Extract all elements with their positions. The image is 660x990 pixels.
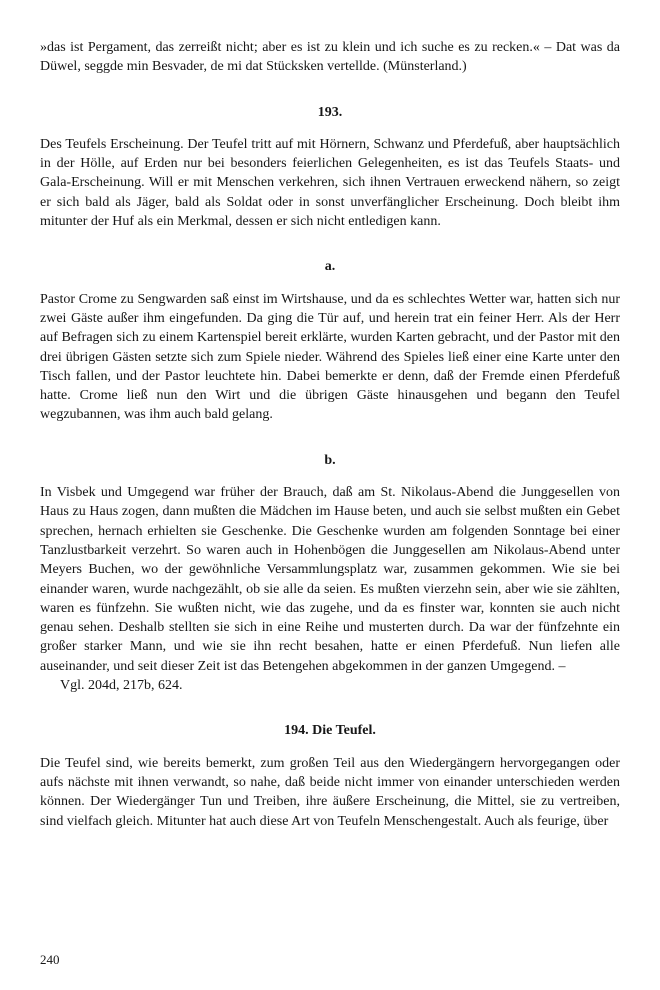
- citation-line: Vgl. 204d, 217b, 624.: [60, 678, 183, 694]
- page-number: 240: [40, 952, 60, 967]
- subsection-heading-a: a.: [324, 259, 336, 275]
- subsection-heading-b: b.: [324, 452, 336, 468]
- section-heading-193: 193.: [317, 104, 343, 120]
- paragraph-subsection-b: In Visbek und Umgegend war früher der Brauch, daß am St. Nikolaus-Abend die Junggesellen von Haus zu Haus zogen, dann mußten die Mädchen im Hause beten, und auch sie selbst mußten ein Gebet sprechen, hernach erhielten sie Geschenke. Die Geschenke wurden am folgenden Sonntage bei einer Tanzlustbarkeit verzehrt. So waren auch in Hohenbögen die Junggesellen am Nikolaus-Abend unter Meyers Buchen, wo der gewöhnliche Versammlungsplatz war, zusammen gekommen. Wie sie bei einander waren, wurde nachgezählt, ob sie alle da seien. Es mußten vierzehn sein, aber wie sie zählten, waren es fünfzehn. Sie wußten nicht, wie das zugehe, und da es finster war, konnten sie auch nicht genau sehen. Deshalb stellten sie sich in eine Reihe und musterten durch. Da war der fünfzehnte ein großer starker Mann, und wie sie ihn recht besahen, hatte er einen Pferdefuß. Nun liefen alle auseinander, und seit dieser Zeit ist das Betengehen abgekommen in der ganzen Umgegend. –: [40, 485, 620, 674]
- section-heading-194: 194. Die Teufel.: [284, 723, 376, 739]
- paragraph-section-194: Die Teufel sind, wie bereits bemerkt, zum großen Teil aus den Wiedergängern hervorgegangen oder aufs nächste mit ihnen verwandt, so nahe, daß beide nicht immer von einander unterschieden werden können. Der Wiedergänger Tun und Treiben, ihre äußere Erscheinung, die Mittel, sie zu vertreiben, sind vielfach gleich. Mitunter hat auch diese Art von Teufeln Menschengestalt. Auch als feurige, über: [40, 755, 620, 829]
- paragraph-continuation: »das ist Pergament, das zerreißt nicht; aber es ist zu klein und ich suche es zu recken.« – Dat was da Düwel, seggde min Besvader, de mi dat Stücksken vertellde. (Münsterland.): [40, 40, 620, 75]
- paragraph-section-193: Des Teufels Erscheinung. Der Teufel tritt auf mit Hörnern, Schwanz und Pferdefuß, aber hauptsächlich in der Hölle, auf Erden nur bei besonders feierlichen Gelegenheiten, es ist das Teufels Staats- und Gala-Erscheinung. Will er mit Menschen verkehren, sich ihnen Vertrauen erweckend nähern, so zeigt er sich bald als Jäger, bald als Soldat oder in sonst unverfänglicher Erscheinung. Doch bleibt ihm mitunter der Huf als ein Merkmal, dessen er sich nicht entledigen kann.: [40, 136, 620, 230]
- paragraph-subsection-a: Pastor Crome zu Sengwarden saß einst im Wirtshause, und da es schlechtes Wetter war, hatten sich nur zwei Gäste außer ihm eingefunden. Da ging die Tür auf, und herein trat ein feiner Herr. Als der Herr auf Befragen sich zu einem Kartenspiel bereit erklärte, wurden Karten gebracht, und der Pastor mit den drei übrigen Gästen setzte sich zum Spiele nieder. Während des Spieles ließ einer eine Karte unter den Tisch fallen, und der Pastor leuchtete hin. Dabei bemerkte er denn, daß der Fremde einen Pferdefuß hatte. Crome ließ nun den Wirt und die übrigen Gäste hinausgehen und begann den Teufel wegzubannen, was ihm auch bald gelang.: [40, 291, 620, 423]
